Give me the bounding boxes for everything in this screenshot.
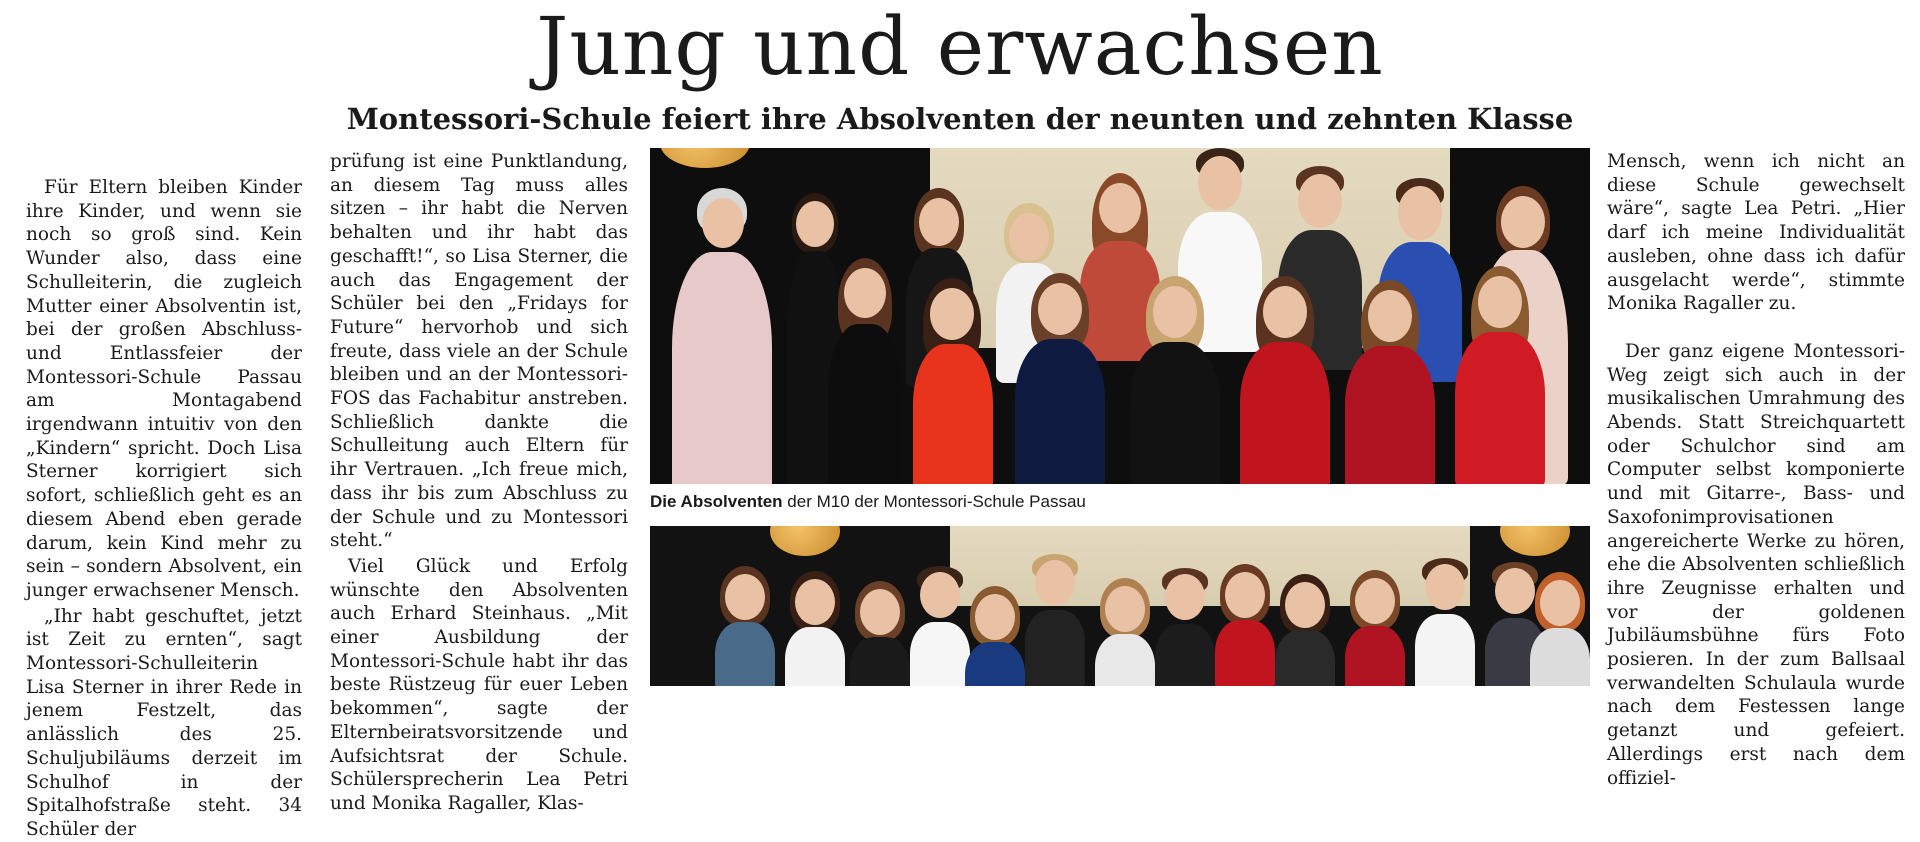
person bbox=[1335, 280, 1445, 484]
person bbox=[1410, 558, 1480, 686]
person bbox=[1230, 276, 1340, 484]
person bbox=[905, 278, 1000, 484]
paper-lantern bbox=[660, 148, 750, 168]
person bbox=[1020, 554, 1090, 684]
paper-lantern bbox=[1500, 526, 1570, 556]
article-column-2 bbox=[330, 150, 628, 816]
person bbox=[1525, 572, 1590, 686]
caption-bold: Die Absolventen bbox=[650, 492, 783, 511]
subheadline: Montessori-Schule feiert ihre Absolventen der neunten und zehnten Klasse bbox=[346, 102, 1574, 136]
person bbox=[1270, 574, 1340, 686]
person bbox=[1340, 570, 1410, 686]
person bbox=[820, 258, 910, 484]
paragraph: „Ihr habt geschuftet, jetzt ist Zeit zu ernten“, sagt Montessori-Schulleiterin Lisa Sterner in ihrer Rede in jenem Festzelt, das anlässlich des 25. Schuljubiläums derzeit im Schulhof in der Spitalhofstraße steht. 34 Schüler der bbox=[26, 605, 302, 840]
person bbox=[710, 566, 780, 686]
person bbox=[662, 188, 782, 484]
person bbox=[1005, 273, 1115, 484]
photo-caption bbox=[650, 490, 1590, 514]
paragraph: Der ganz eigene Montessori-Weg zeigt sich auch in der musikalischen Umrahmung des Abends. Statt Streichquartett oder Schulchor sind am Computer selbst komponierte und mit Gitarre-, Bass- und Saxofonimprovisationen angereicherte Werke zu hören, ehe die Absolventen schließlich ihre Zeugnisse erhalten und vor der goldenen Jubiläumsbühne fürs Foto posieren. In der zum Ballsaal verwandelten Schulaula wurde nach dem Festessen lange getanzt und gefeiert. Allerdings erst nach dem offiziel- bbox=[1607, 340, 1905, 789]
article-column-1 bbox=[26, 176, 302, 842]
person bbox=[1445, 266, 1555, 484]
article-column-3 bbox=[1607, 150, 1905, 790]
person bbox=[780, 571, 850, 686]
graduates-photo-m10 bbox=[650, 148, 1590, 484]
paragraph: Mensch, wenn ich nicht an diese Schule gewechselt wäre“, sagte Lea Petri. „Hier darf ich meine Individualität ausleben, ohne dass ich dafür ausgelacht werde“, stimmte Monika Ragaller zu. bbox=[1607, 151, 1905, 315]
paper-lantern bbox=[770, 526, 840, 556]
paragraph: Viel Glück und Erfolg wünschte den Absolventen auch Erhard Steinhaus. „Mit einer Ausbildung der Montessori-Schule habt ihr das beste Rüstzeug für euer Leben bekommen“, sagte der Elternbeiratsvorsitzende und Aufsichtsrat der Schule. Schülersprecherin Lea Petri und Monika Ragaller, Klas- bbox=[330, 555, 628, 814]
graduates-photo-second bbox=[650, 526, 1590, 686]
caption-text: der M10 der Montessori-Schule Passau bbox=[782, 492, 1086, 511]
paragraph: Für Eltern bleiben Kinder ihre Kinder, und wenn sie noch so groß sind. Kein Wunder also, dass eine Schulleiterin, die zugleich Mutter einer Absolventin ist, bei der großen Abschluss- und Entlassfeier der Montessori-Schule Passau am Montagabend irgendwann intuitiv von den „Kindern“ spricht. Doch Lisa Sterner korrigiert sich sofort, schließlich geht es an diesem Abend eben gerade darum, kein Kind mehr zu sein – sondern Absolvent, ein junger erwachsener Mensch. bbox=[26, 177, 302, 601]
headline: Jung und erwachsen bbox=[536, 0, 1384, 93]
paragraph: prüfung ist eine Punktlandung, an diesem Tag muss alles sitzen – ihr habt die Nerven behalten und ihr habt das geschafft!“, so Lisa Sterner, die auch das Engagement der Schüler bei den „Fridays for Future“ hervorhob und sich freute, dass viele an der Schule bleiben und an der Montessori-FOS das Fachabitur anstreben. Schließlich dankte die Schulleitung auch Eltern für ihr Vertrauen. „Ich freue mich, dass ihr bis zum Abschluss zu der Schule und zu Montessori steht.“ bbox=[330, 151, 628, 552]
person bbox=[1120, 276, 1230, 484]
